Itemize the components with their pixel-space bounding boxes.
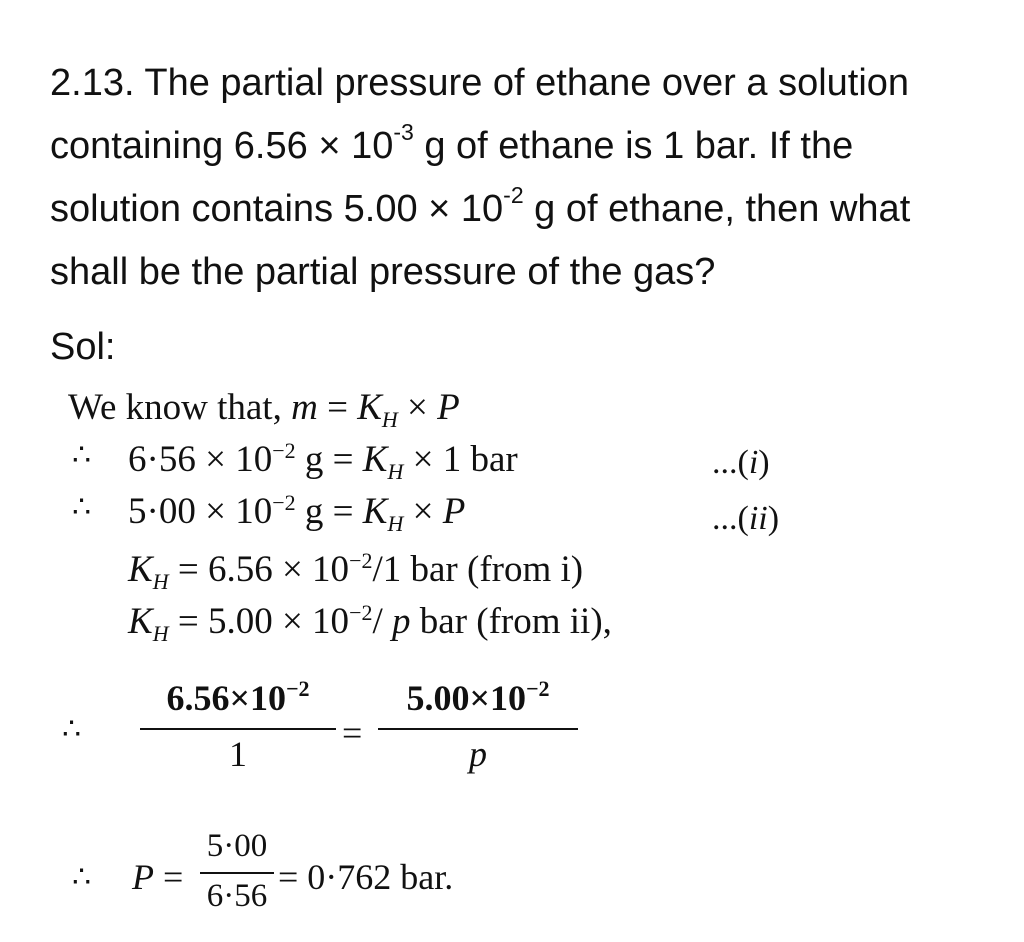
math-var: K bbox=[362, 491, 388, 532]
solution-intro bbox=[68, 386, 460, 432]
question-line-1: 2.13. The partial pressure of ethane over a solution bbox=[50, 62, 910, 104]
math-subscript: H bbox=[152, 621, 169, 646]
exponent: -2 bbox=[503, 182, 524, 209]
math-var: P bbox=[442, 491, 466, 532]
equals-sign: = bbox=[342, 713, 363, 753]
math-text: g = bbox=[295, 439, 363, 480]
final-result: = 0·762 bar. bbox=[278, 857, 454, 897]
math-var: K bbox=[362, 439, 388, 480]
math-text: = 5.00 × 10 bbox=[168, 601, 350, 642]
math-var: P bbox=[132, 857, 154, 897]
question-line-3 bbox=[50, 178, 990, 241]
math-text: × 1 bar bbox=[403, 439, 518, 480]
equation-2 bbox=[128, 490, 466, 536]
math-var: K bbox=[128, 549, 153, 590]
tag-open: ...( bbox=[712, 500, 749, 537]
question-text bbox=[50, 52, 990, 304]
fraction-denominator: 1 bbox=[229, 734, 247, 774]
fraction-numerator bbox=[378, 676, 578, 720]
math-subscript: H bbox=[152, 569, 169, 594]
question-line-2-start: containing 6.56 × 10 bbox=[50, 125, 394, 167]
exponent: -3 bbox=[393, 119, 414, 146]
math-text: × bbox=[403, 491, 443, 532]
equation-3 bbox=[128, 548, 584, 594]
math-superscript: −2 bbox=[272, 438, 296, 463]
math-var: K bbox=[128, 601, 153, 642]
math-superscript: −2 bbox=[285, 676, 310, 701]
math-text: /1 bar (from i) bbox=[372, 549, 584, 590]
question-line-3-start: solution contains 5.00 × 10 bbox=[50, 188, 504, 230]
math-var: m bbox=[291, 387, 318, 428]
math-superscript: −2 bbox=[272, 490, 296, 515]
therefore-symbol: ∴ bbox=[72, 490, 92, 525]
equation-1 bbox=[128, 438, 518, 484]
math-text: 6.56×10 bbox=[166, 678, 286, 718]
fraction-denominator: p bbox=[469, 734, 487, 774]
therefore-symbol: ∴ bbox=[72, 860, 92, 895]
math-text: g = bbox=[295, 491, 363, 532]
math-text: / bbox=[372, 601, 393, 642]
final-fraction bbox=[200, 826, 274, 918]
equation-1-tag bbox=[712, 444, 770, 482]
math-text: bar (from ii), bbox=[410, 601, 612, 642]
fraction-left bbox=[140, 676, 336, 778]
tag-open: ...( bbox=[712, 444, 749, 481]
math-text: 6·56 × 10 bbox=[128, 439, 273, 480]
tag-label: i bbox=[748, 444, 759, 481]
math-op: = bbox=[154, 857, 184, 897]
math-var: K bbox=[357, 387, 382, 428]
tag-close: ) bbox=[767, 500, 780, 537]
math-text: 5·00 × 10 bbox=[128, 491, 273, 532]
tag-label: ii bbox=[748, 500, 768, 537]
question-line-2 bbox=[50, 115, 990, 178]
math-subscript: H bbox=[387, 511, 404, 536]
fraction-numerator bbox=[140, 676, 336, 720]
math-superscript: −2 bbox=[349, 548, 373, 573]
therefore-symbol: ∴ bbox=[62, 712, 82, 747]
final-lhs bbox=[132, 856, 183, 898]
equation-4 bbox=[128, 600, 612, 646]
math-var: p bbox=[392, 601, 411, 642]
math-text: 5.00×10 bbox=[406, 678, 526, 718]
math-superscript: −2 bbox=[525, 676, 550, 701]
intro-text: We know that, bbox=[68, 387, 292, 428]
math-subscript: H bbox=[387, 459, 404, 484]
sol-label: Sol: bbox=[50, 326, 116, 368]
math-op: × bbox=[397, 387, 438, 428]
therefore-symbol: ∴ bbox=[72, 438, 92, 473]
math-op: = bbox=[317, 387, 358, 428]
math-superscript: −2 bbox=[349, 600, 373, 625]
tag-close: ) bbox=[758, 444, 770, 481]
math-subscript: H bbox=[381, 407, 398, 432]
equation-2-tag bbox=[712, 500, 779, 538]
fraction-right bbox=[378, 676, 578, 778]
fraction-numerator: 5·00 bbox=[206, 828, 268, 864]
question-line-4: shall be the partial pressure of the gas? bbox=[50, 251, 716, 293]
question-line-2-end: g of ethane is 1 bar. If the bbox=[413, 125, 854, 167]
math-text: = 6.56 × 10 bbox=[168, 549, 350, 590]
question-line-3-end: g of ethane, then what bbox=[523, 188, 911, 230]
math-var: P bbox=[437, 387, 460, 428]
fraction-denominator: 6·56 bbox=[206, 878, 268, 914]
